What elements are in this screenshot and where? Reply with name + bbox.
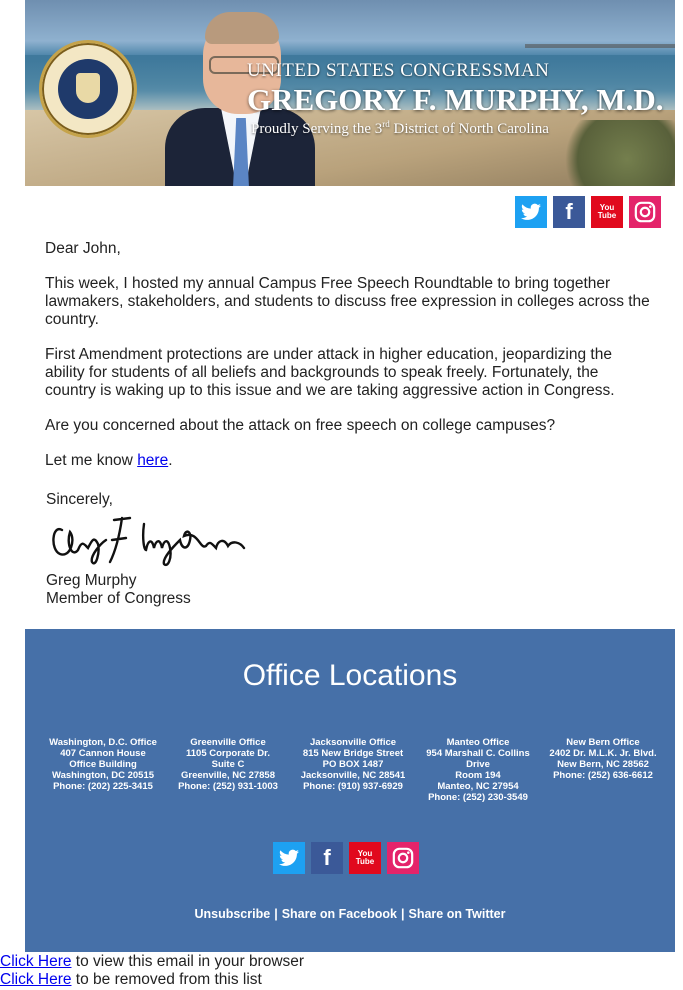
signer-name: Greg Murphy <box>46 572 137 589</box>
share-twitter-link[interactable]: Share on Twitter <box>408 907 506 921</box>
instagram-icon[interactable] <box>629 196 661 228</box>
signature-name-block <box>46 572 191 608</box>
office-locations-footer <box>25 629 675 952</box>
office-manteo: Manteo Office 954 Marshall C. Collins Drive Room 194 Manteo, NC 27954 Phone: (252) 230-3549 <box>426 737 530 803</box>
social-icons-bottom <box>273 842 419 874</box>
paragraph-2: First Amendment protections are under attack in higher education, jeopardizing the ability for students of all beliefs and backgrounds to speak freely. Fortunately, the country is waking up to this issue and we are taking aggressive action in Congress. <box>45 346 615 399</box>
signer-role: Member of Congress <box>46 590 191 607</box>
paragraph-4: Let me know here. <box>45 452 173 469</box>
header-line1: UNITED STATES CONGRESSMAN <box>247 60 550 81</box>
facebook-icon[interactable]: f <box>553 196 585 228</box>
here-link[interactable]: here <box>137 452 169 469</box>
footer-heading: Office Locations <box>242 659 458 692</box>
header-banner <box>25 0 675 186</box>
remove-from-list-link[interactable]: Click Here <box>0 971 72 988</box>
banner-pier <box>525 44 675 48</box>
instagram-icon[interactable] <box>387 842 419 874</box>
youtube-icon[interactable]: You Tube <box>349 842 381 874</box>
closing: Sincerely, <box>46 491 113 508</box>
view-in-browser-line: Click Here to view this email in your browser <box>0 953 305 970</box>
header-name: GREGORY F. MURPHY, M.D. <box>247 82 664 117</box>
twitter-icon[interactable] <box>273 842 305 874</box>
office-jacksonville: Jacksonville Office 815 New Bridge Street PO BOX 1487 Jacksonville, NC 28541 Phone: (910) 937-6929 <box>300 737 406 792</box>
letter-body <box>45 240 650 487</box>
handwritten-signature <box>48 510 248 572</box>
unsubscribe-link[interactable]: Unsubscribe <box>194 907 271 921</box>
email-footer-links <box>0 953 304 989</box>
office-greenville: Greenville Office 1105 Corporate Dr. Suite C Greenville, NC 27858 Phone: (252) 931-1003 <box>178 737 278 792</box>
banner-dune-grass <box>555 120 675 186</box>
office-list <box>43 737 663 803</box>
footer-links: Unsubscribe | Share on Facebook | Share on Twitter <box>194 907 506 921</box>
paragraph-3: Are you concerned about the attack on free speech on college campuses? <box>45 417 556 434</box>
office-new-bern: New Bern Office 2402 Dr. M.L.K. Jr. Blvd. New Bern, NC 28562 Phone: (252) 636-6612 <box>549 737 657 781</box>
office-washington: Washington, D.C. Office 407 Cannon House Office Building Washington, DC 20515 Phone: (202) 225-3415 <box>49 737 157 792</box>
twitter-icon[interactable] <box>515 196 547 228</box>
social-icons-top <box>515 196 661 228</box>
share-facebook-link[interactable]: Share on Facebook <box>281 907 397 921</box>
facebook-icon[interactable]: f <box>311 842 343 874</box>
paragraph-1: This week, I hosted my annual Campus Free Speech Roundtable to bring together lawmakers, stakeholders, and students to discuss free expression in colleges across the country. <box>45 275 650 328</box>
greeting: Dear John, <box>45 240 121 257</box>
house-seal-logo <box>39 40 137 138</box>
view-in-browser-link[interactable]: Click Here <box>0 953 72 970</box>
youtube-icon[interactable]: You Tube <box>591 196 623 228</box>
header-tagline: Proudly Serving the 3rd District of North Carolina <box>251 119 549 137</box>
remove-from-list-line: Click Here to be removed from this list <box>0 971 262 988</box>
